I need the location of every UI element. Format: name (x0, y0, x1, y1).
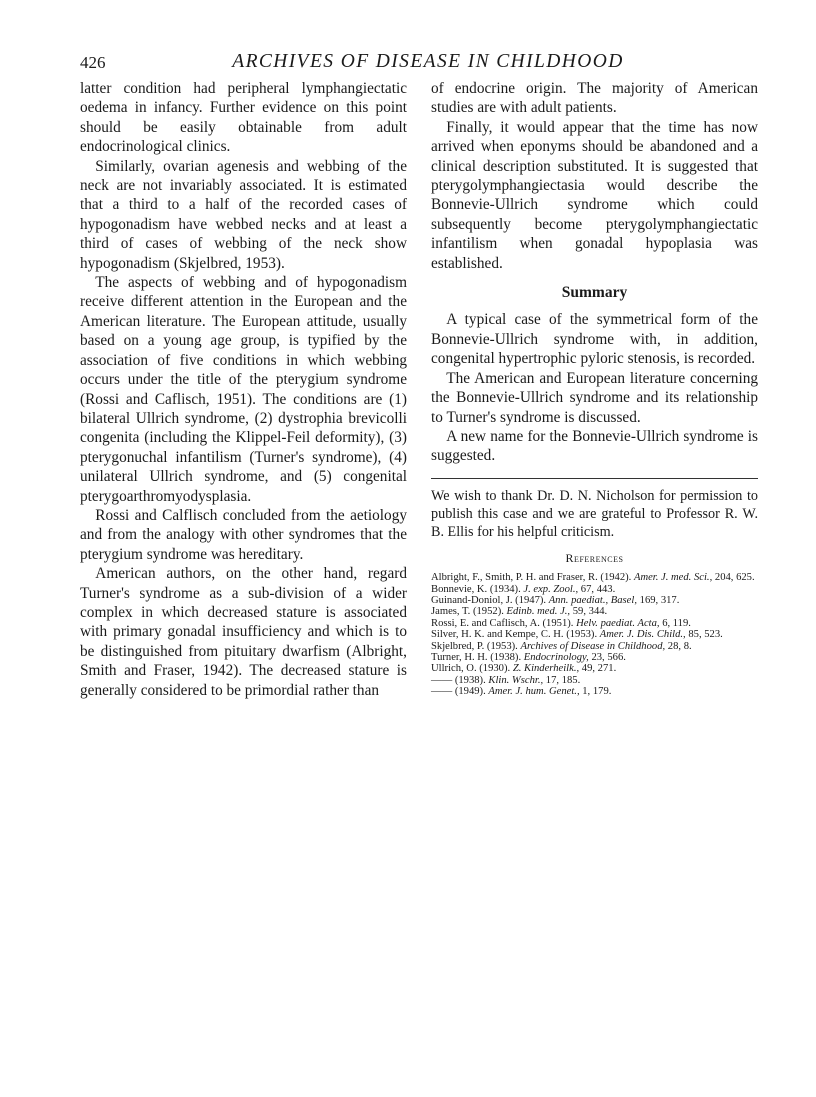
summary-paragraph: The American and European literature concerning the Bonnevie-Ullrich syndrome and its relationship to Turner's syndrome is discussed. (431, 369, 758, 426)
references-heading: References (565, 550, 624, 565)
acknowledgement: We wish to thank Dr. D. N. Nicholson for permission to publish this case and we are grateful to Professor R. W. B. Ellis for his helpful criticism. (431, 487, 758, 540)
reference-authors: —— (1949). (431, 686, 486, 698)
reference-entry (431, 686, 758, 697)
reference-details: 169, 317. (639, 594, 680, 606)
reference-details: 28, 8. (667, 640, 692, 652)
body-paragraph: Similarly, ovarian agenesis and webbing of the neck are not invariably associated. It is estimated that a third to a half of the recorded cases of hypogonadism have webbed necks and at least a third of cases of webbing of the neck show hypogonadism (Skjelbred, 1953). (80, 157, 407, 272)
reference-entry (431, 572, 758, 583)
reference-journal: Z. Kinderheilk., (512, 663, 580, 675)
reference-entry (431, 641, 758, 652)
reference-journal: Amer. J. Dis. Child., (599, 629, 686, 641)
body-paragraph: of endocrine origin. The majority of American studies are with adult patients. (431, 80, 758, 117)
reference-journal: Archives of Disease in Childhood, (520, 640, 666, 652)
reference-journal: Klin. Wschr., (488, 674, 544, 686)
reference-journal: Ann. paediat., Basel, (548, 594, 637, 606)
page-number: 426 (80, 53, 106, 72)
summary-heading: Summary (561, 284, 628, 302)
reference-journal: Helv. paediat. Acta, (576, 617, 660, 629)
reference-journal: Endocrinology, (523, 651, 589, 663)
reference-details: 6, 119. (662, 617, 691, 629)
running-title: ARCHIVES OF DISEASE IN CHILDHOOD (232, 51, 624, 72)
reference-authors: Bonnevie, K. (1934). (431, 583, 521, 595)
reference-details: 67, 443. (580, 583, 616, 595)
divider (431, 478, 758, 479)
reference-journal: Amer. J. hum. Genet., (488, 686, 580, 698)
summary-paragraph: A typical case of the symmetrical form of the Bonnevie-Ullrich syndrome with, in addition, congenital hypertrophic pyloric stenosis, is recorded. (431, 311, 758, 368)
reference-details: 49, 271. (581, 663, 617, 675)
body-paragraph: American authors, on the other hand, regard Turner's syndrome as a sub-division of a wider complex in which decreased stature is associated with primary gonadal insufficiency and which is to be distinguished from pituitary dwarfism (Albright, Smith and Fraser, 1942). The decreased stature is generally considered to be primordial rather than (80, 565, 407, 699)
reference-entry (431, 595, 758, 606)
body-paragraph: latter condition had peripheral lymphangiectatic oedema in infancy. Further evidence on this point should be easily obtainable from adult endocrinological clinics. (80, 80, 407, 156)
reference-entry (431, 663, 758, 674)
summary-paragraph: A new name for the Bonnevie-Ullrich syndrome is suggested. (431, 427, 758, 465)
reference-entry (431, 618, 758, 629)
reference-details: 23, 566. (591, 651, 626, 663)
reference-journal: J. exp. Zool., (523, 583, 579, 595)
reference-details: 1, 179. (582, 686, 612, 698)
reference-journal: Amer. J. med. Sci., (633, 572, 713, 584)
left-column (80, 79, 407, 700)
reference-authors: Guinand-Doniol, J. (1947). (431, 594, 547, 606)
reference-entry (431, 652, 758, 663)
reference-entry (431, 675, 758, 686)
reference-entry (431, 606, 758, 617)
reference-journal: Edinb. med. J., (506, 606, 571, 618)
references-list (431, 572, 758, 697)
reference-details: 204, 625. (714, 572, 755, 584)
reference-authors: Skjelbred, P. (1953). (431, 640, 518, 652)
reference-details: 59, 344. (572, 606, 608, 618)
reference-entry (431, 629, 758, 640)
body-paragraph: Rossi and Calflisch concluded from the aetiology and from the analogy with other syndromes that the pterygium syndrome was hereditary. (80, 506, 407, 563)
reference-details: 17, 185. (545, 674, 581, 686)
body-paragraph: Finally, it would appear that the time has now arrived when eponyms should be abandoned and a clinical description substituted. It is suggested that pterygolymphangiectasia would describe the Bonnevie-Ullrich syndrome which could subsequently become pterygolymphangiectatic infantilism when gonadal hypoplasia was established. (431, 118, 758, 272)
right-column (431, 79, 758, 698)
reference-authors: Rossi, E. and Caflisch, A. (1951). (431, 617, 574, 629)
reference-authors: Albright, F., Smith, P. H. and Fraser, R. (1942). (431, 572, 632, 584)
reference-authors: James, T. (1952). (431, 606, 504, 618)
body-paragraph: The aspects of webbing and of hypogonadism receive different attention in the European and the American literature. The European attitude, usually based on a young age group, is typified by the association of five conditions in which webbing occurs under the title of the pterygium syndrome (Rossi and Caflisch, 1951). The conditions are (1) bilateral Ullrich syndrome, (2) dystrophia brevicolli congenita (including the Klippel-Feil deformity), (3) pterygonuchal infantilism (Turner's syndrome), (4) unilateral Ullrich syndrome, and (5) congenital pterygoarthromyodysplasia. (80, 274, 407, 505)
reference-authors: —— (1938). (431, 674, 486, 686)
reference-authors: Ullrich, O. (1930). (431, 663, 511, 675)
reference-authors: Silver, H. K. and Kempe, C. H. (1953). (431, 629, 598, 641)
reference-details: 85, 523. (688, 629, 723, 641)
reference-entry (431, 584, 758, 595)
reference-authors: Turner, H. H. (1938). (431, 651, 522, 663)
